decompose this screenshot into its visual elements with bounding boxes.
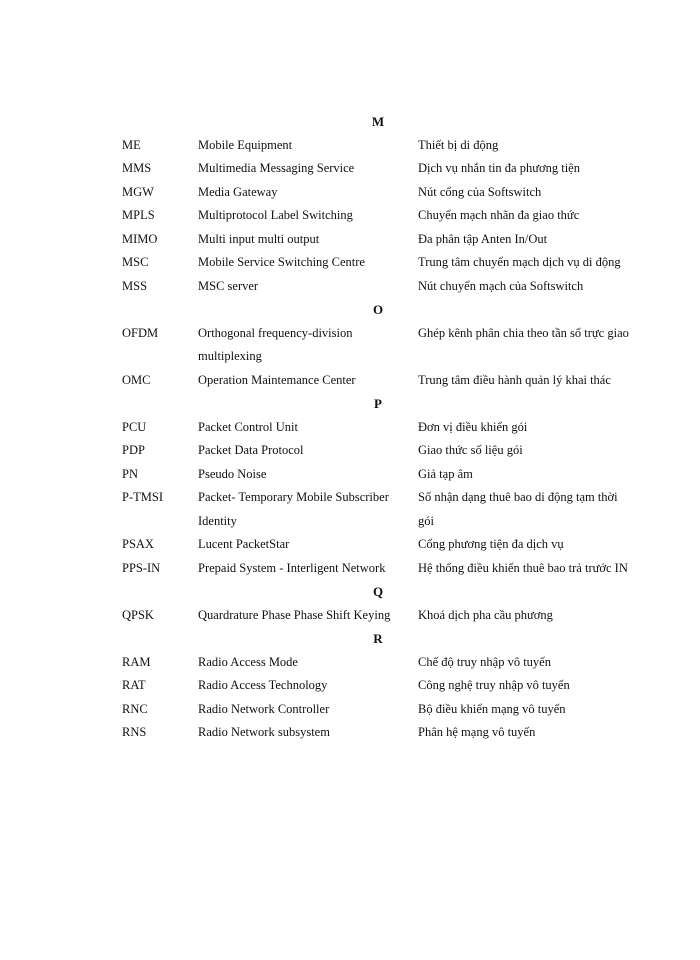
english-term: Pseudo Noise (198, 466, 267, 481)
vietnamese-term: Công nghệ truy nhập vô tuyến (418, 678, 570, 692)
vietnamese-term: Hệ thống điều khiển thuê bao trả trước IN (418, 560, 628, 575)
section-letter: O (372, 302, 384, 317)
glossary-row (0, 486, 700, 533)
glossary-row (0, 228, 700, 252)
english-term: Radio Network subsystem (198, 725, 330, 739)
abbreviation: P-TMSI (122, 490, 163, 504)
glossary-row (0, 557, 700, 581)
english-term: Orthogonal frequency-division multiplexing (198, 325, 353, 363)
glossary-row (0, 157, 700, 181)
glossary-row (0, 533, 700, 557)
glossary (0, 110, 700, 745)
vietnamese-term: Giao thức số liệu gói (418, 443, 523, 457)
vietnamese-term: Chuyển mạch nhãn đa giao thức (418, 208, 580, 222)
vietnamese-term: Chế độ truy nhập vô tuyến (418, 654, 551, 669)
abbreviation: PPS-IN (122, 560, 161, 575)
vietnamese-term: Khoá dịch pha cầu phương (418, 607, 553, 622)
abbreviation: MMS (122, 161, 152, 175)
vietnamese-term: Giả tạp âm (418, 466, 473, 481)
english-term: MSC server (198, 278, 259, 293)
abbreviation: MSC (122, 255, 149, 269)
abbreviation: PCU (122, 419, 147, 434)
vietnamese-term: Trung tâm chuyển mạch dịch vụ di động (418, 255, 621, 269)
vietnamese-term: Trung tâm điều hành quản lý khai thác (418, 372, 611, 387)
abbreviation: ME (122, 137, 141, 152)
vietnamese-term: Đơn vị điều khiển gói (418, 419, 528, 434)
abbreviation: MGW (122, 184, 154, 199)
abbreviation: PDP (122, 443, 145, 457)
vietnamese-term: Bộ điều khiển mạng vô tuyến (418, 701, 566, 716)
glossary-row (0, 463, 700, 487)
glossary-row (0, 275, 700, 299)
english-term: Quardrature Phase Phase Shift Keying (198, 607, 391, 622)
english-term: Mobile Service Switching Centre (198, 255, 365, 269)
section-letter: M (371, 114, 385, 129)
abbreviation: QPSK (122, 607, 154, 622)
english-term: Multiprotocol Label Switching (198, 208, 353, 222)
english-term: Packet- Temporary Mobile Subscriber Identity (198, 490, 389, 528)
abbreviation: MIMO (122, 231, 158, 246)
glossary-row (0, 416, 700, 440)
english-term: Lucent PacketStar (198, 537, 290, 551)
vietnamese-term: Phân hệ mạng vô tuyến (418, 725, 536, 739)
english-term: Media Gateway (198, 184, 278, 199)
english-term: Packet Control Unit (198, 419, 298, 434)
glossary-row (0, 181, 700, 205)
vietnamese-term: Số nhận dạng thuê bao di động tạm thời gói (418, 490, 618, 528)
english-term: Radio Access Mode (198, 654, 298, 669)
english-term: Packet Data Protocol (198, 443, 304, 457)
glossary-row (0, 721, 700, 745)
abbreviation: RAM (122, 654, 151, 669)
english-term: Radio Access Technology (198, 678, 328, 692)
section-letter: R (373, 631, 383, 646)
vietnamese-term: Nút cổng của Softswitch (418, 184, 542, 199)
glossary-row (0, 204, 700, 228)
abbreviation: OFDM (122, 325, 159, 340)
vietnamese-term: Ghép kênh phân chia theo tần số trực giao (418, 325, 629, 340)
english-term: Radio Network Controller (198, 701, 330, 716)
english-term: Prepaid System - Interligent Network (198, 560, 386, 575)
section-letter: P (374, 396, 382, 411)
abbreviation: RAT (122, 678, 146, 692)
english-term: Multimedia Messaging Service (198, 161, 355, 175)
abbreviation: MSS (122, 278, 148, 293)
vietnamese-term: Thiết bị di động (418, 137, 499, 152)
glossary-row (0, 251, 700, 275)
abbreviation: RNS (122, 725, 147, 739)
glossary-row (0, 651, 700, 675)
abbreviation: OMC (122, 372, 151, 387)
abbreviation: MPLS (122, 208, 155, 222)
glossary-row (0, 439, 700, 463)
english-term: Multi input multi output (198, 231, 320, 246)
vietnamese-term: Cổng phương tiện đa dịch vụ (418, 537, 564, 551)
abbreviation: PSAX (122, 537, 154, 551)
glossary-row (0, 674, 700, 698)
section-letter: Q (372, 584, 384, 599)
english-term: Mobile Equipment (198, 137, 293, 152)
abbreviation: PN (122, 466, 138, 481)
english-term: Operation Maintemance Center (198, 372, 356, 387)
glossary-row (0, 134, 700, 158)
glossary-row (0, 604, 700, 628)
glossary-row (0, 698, 700, 722)
vietnamese-term: Nút chuyển mạch của Softswitch (418, 278, 584, 293)
abbreviation: RNC (122, 701, 148, 716)
vietnamese-term: Dịch vụ nhắn tin đa phương tiện (418, 161, 580, 175)
glossary-row (0, 369, 700, 393)
glossary-row (0, 322, 700, 369)
vietnamese-term: Đa phân tập Anten In/Out (418, 231, 548, 246)
